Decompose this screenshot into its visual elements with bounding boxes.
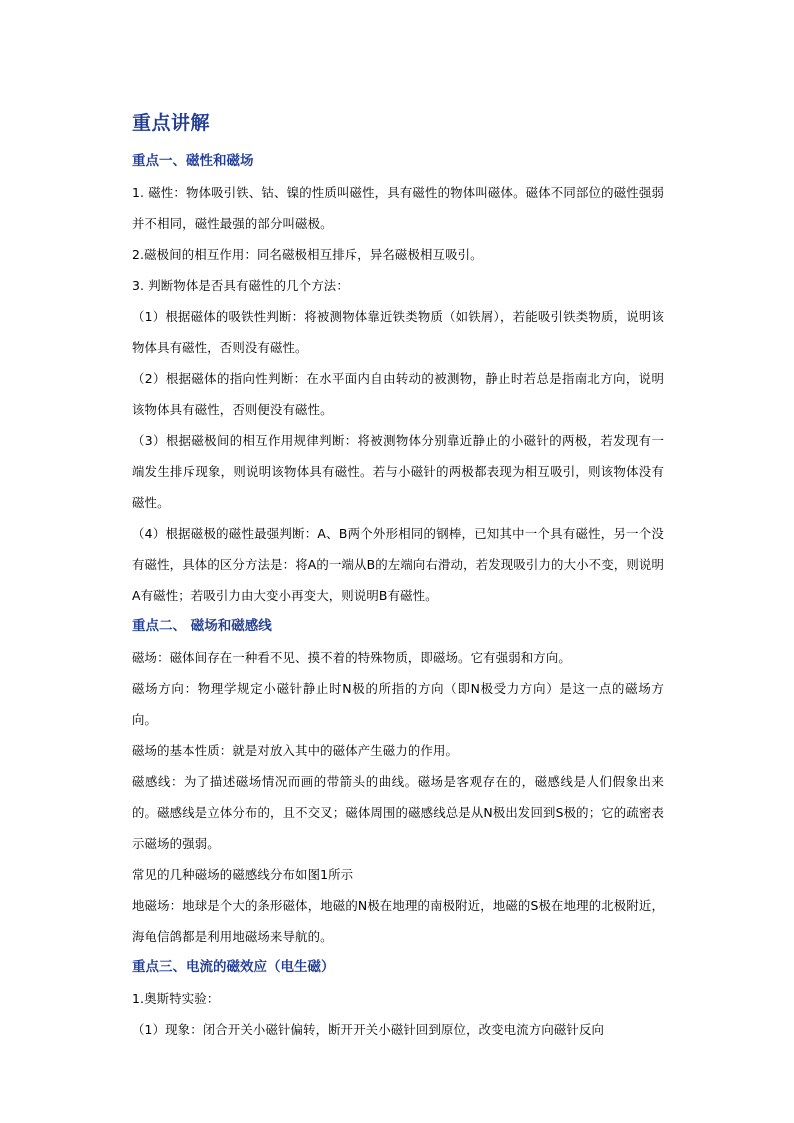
paragraph: （4）根据磁极的磁性最强判断：A、B两个外形相同的钢棒，已知其中一个具有磁性，另一个没有磁性，具体的区分方法是：将A的一端从B的左端向右滑动，若发现吸引力的大小不变，则说明A有磁性；若吸引力由大变小再变大，则说明B有磁性。: [132, 526, 664, 603]
section-heading-1: 重点一、磁性和磁场: [132, 153, 254, 169]
paragraph: 磁场的基本性质：就是对放入其中的磁体产生磁力的作用。: [132, 743, 459, 758]
paragraph: 2.磁极间的相互作用：同名磁极相互排斥，异名磁极相互吸引。: [132, 247, 483, 262]
paragraph: 1. 磁性：物体吸引铁、钴、镍的性质叫磁性，具有磁性的物体叫磁体。磁体不同部位的磁性强弱并不相同，磁性最强的部分叫磁极。: [132, 185, 664, 231]
paragraph: 磁场方向：物理学规定小磁针静止时N极的所指的方向（即N极受力方向）是这一点的磁场方向。: [132, 681, 664, 727]
section-heading-3: 重点三、电流的磁效应（电生磁）: [132, 959, 335, 975]
document-body: [132, 146, 664, 1045]
paragraph: 3. 判断物体是否具有磁性的几个方法：: [132, 278, 349, 293]
document-content: [132, 108, 664, 1045]
paragraph: 磁感线：为了描述磁场情况而画的带箭头的曲线。磁场是客观存在的，磁感线是人们假象出来的。磁感线是立体分布的，且不交叉；磁体周围的磁感线总是从N极出发回到S极的；它的疏密表示磁场的强弱。: [132, 774, 664, 851]
paragraph: 地磁场：地球是个大的条形磁体，地磁的N极在地理的南极附近，地磁的S极在地理的北极附近，海龟信鸽都是利用地磁场来导航的。: [132, 898, 664, 944]
paragraph: （1）现象：闭合开关小磁针偏转，断开开关小磁针回到原位，改变电流方向磁针反向: [132, 1022, 605, 1037]
page-title: 重点讲解: [132, 112, 211, 134]
paragraph: 1.奥斯特实验：: [132, 991, 220, 1006]
paragraph: （2）根据磁体的指向性判断：在水平面内自由转动的被测物，静止时若总是指南北方向，说明该物体具有磁性，否则便没有磁性。: [132, 371, 664, 417]
paragraph: 常见的几种磁场的磁感线分布如图1所示: [132, 867, 354, 882]
paragraph: （3）根据磁极间的相互作用规律判断：将被测物体分别靠近静止的小磁针的两极，若发现有一端发生排斥现象，则说明该物体具有磁性。若与小磁针的两极都表现为相互吸引，则该物体没有磁性。: [132, 433, 664, 510]
paragraph: 磁场：磁体间存在一种看不见、摸不着的特殊物质，即磁场。它有强弱和方向。: [132, 650, 571, 665]
section-heading-2: 重点二、 磁场和磁感线: [132, 618, 272, 634]
paragraph: （1）根据磁体的吸铁性判断：将被测物体靠近铁类物质（如铁屑），若能吸引铁类物质，说明该物体具有磁性，否则没有磁性。: [132, 309, 664, 355]
